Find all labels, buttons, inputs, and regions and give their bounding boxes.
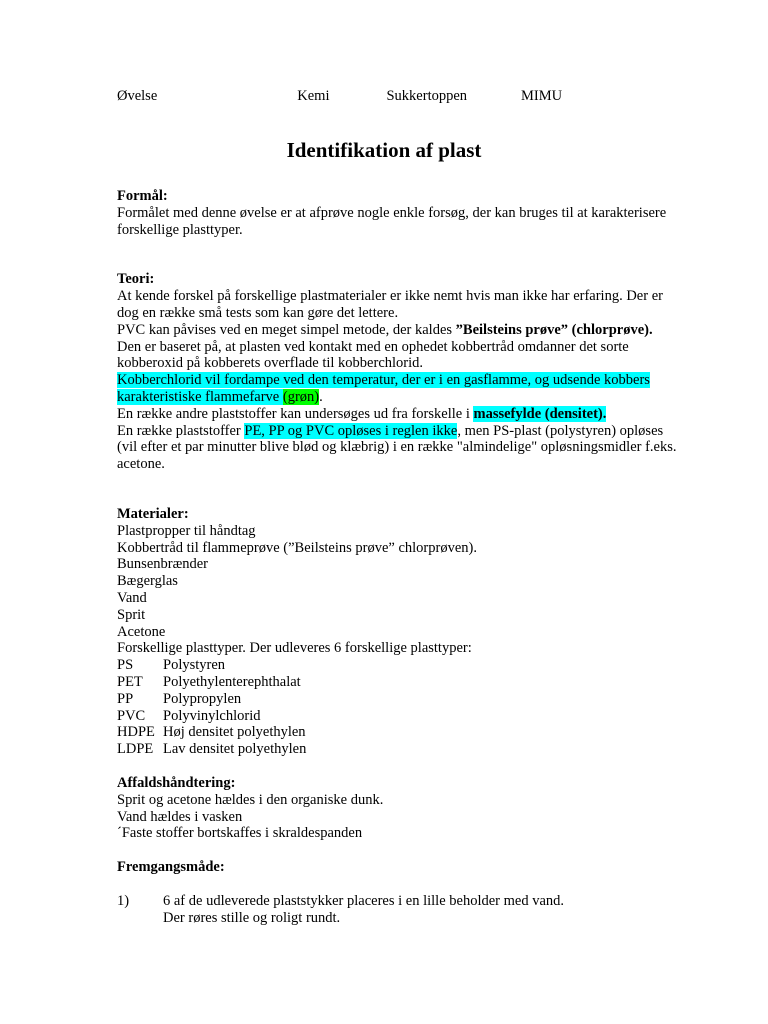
teori-paragraph-2 [117, 322, 677, 372]
plastic-name: Polypropylen [163, 690, 242, 707]
header-subject: Kemi [297, 88, 330, 104]
plastic-abbr: HDPE [117, 724, 155, 741]
plastic-name: Polyethylenterephthalat [163, 673, 301, 690]
page-title: Identifikation af plast [286, 138, 482, 162]
formaal-text: Formålet med denne øvelse er at afprøve nogle enkle forsøg, der kan bruges til at karakterisere forskellige plasttyper. [117, 204, 667, 238]
beilstein-term: ”Beilsteins prøve” (chlorprøve). [455, 321, 653, 338]
section-heading-materialer: Materialer: [117, 505, 189, 522]
teori-paragraph-5 [117, 423, 677, 473]
plastic-row [117, 708, 677, 725]
plastic-name: Lav densitet polyethylen [163, 741, 307, 758]
section-heading-teori: Teori: [117, 271, 155, 288]
plastic-name: Polystyren [163, 657, 226, 674]
plastic-name: Høj densitet polyethylen [163, 724, 306, 741]
highlight-green-text: (grøn) [282, 388, 320, 405]
waste-item: Vand hældes i vasken [117, 808, 243, 825]
plastic-row [117, 674, 677, 691]
density-term: massefylde (densitet). [473, 405, 607, 422]
teori-paragraph-3 [117, 372, 677, 406]
material-item: Acetone [117, 623, 166, 640]
teori-paragraph-1: At kende forskel på forskellige plastmaterialer er ikke nemt hvis man ikke har erfaring. Der er dog en række små tests som kan gøre det lettere. [117, 288, 663, 321]
material-item: Bunsenbrænder [117, 556, 209, 573]
highlight-cyan-text: Kobberchlorid vil fordampe ved den temperatur, der er i en gasflamme, og udsende kobbers karakteristiske flammefarve [117, 372, 650, 405]
material-item: Kobbertråd til flammeprøve (”Beilsteins prøve” chlorprøven). [117, 539, 477, 556]
teori-p3-end: . [319, 388, 323, 405]
material-item: Vand [117, 589, 147, 606]
section-heading-fremgang: Fremgangsmåde: [117, 859, 225, 876]
plastic-row [117, 657, 677, 674]
section-heading-formaal: Formål: [117, 188, 168, 204]
material-item: Forskellige plasttyper. Der udleveres 6 forskellige plasttyper: [117, 640, 472, 657]
plastic-row [117, 741, 677, 758]
material-item: Sprit [117, 606, 146, 623]
plastic-row [117, 724, 677, 741]
step-line: 6 af de udleverede plaststykker placeres i en lille beholder med vand. [163, 892, 565, 909]
material-item: Bægerglas [117, 573, 178, 590]
teori-paragraph-4 [117, 406, 677, 423]
waste-item: ´Faste stoffer bortskaffes i skraldespanden [117, 825, 363, 842]
teori-p5-text-2: , men PS-plast (polystyren) opløses (vil efter et par minutter blive blød og klæbrig) i en række "almindelige" opløsningsmidler f.eks. acetone. [117, 422, 677, 473]
header-exercise: Øvelse [117, 88, 158, 104]
plastic-name: Polyvinylchlorid [163, 707, 261, 724]
plastic-abbr: PS [117, 657, 134, 674]
teori-p4-text: En række andre plaststoffer kan undersøges ud fra forskelle i [117, 405, 474, 422]
plastic-row [117, 691, 677, 708]
plastic-abbr: PP [117, 690, 134, 707]
material-item: Plastpropper til håndtag [117, 522, 256, 539]
header-school: Sukkertoppen [386, 88, 468, 104]
step-number: 1) [117, 892, 130, 909]
document-body [117, 188, 677, 926]
plastic-abbr: PET [117, 673, 143, 690]
plastic-abbr: LDPE [117, 741, 154, 758]
teori-p2-text: PVC kan påvises ved en meget simpel metode, der kaldes [117, 321, 456, 338]
step-line: Der røres stille og roligt rundt. [163, 909, 341, 926]
teori-p5-text: En række plaststoffer [117, 422, 245, 439]
header-line [117, 88, 562, 105]
highlight-cyan-text-2: PE, PP og PVC opløses i reglen ikke [244, 422, 458, 439]
plastic-abbr: PVC [117, 707, 146, 724]
waste-item: Sprit og acetone hældes i den organiske dunk. [117, 791, 384, 808]
header-teacher: MIMU [521, 88, 563, 104]
teori-p2-text-2: Den er baseret på, at plasten ved kontakt med en ophedet kobbertråd omdanner det sorte kobberoxid på kobberets overflade til kobberchlorid. [117, 338, 629, 372]
procedure-step [117, 893, 677, 927]
section-heading-affald: Affaldshåndtering: [117, 774, 236, 791]
